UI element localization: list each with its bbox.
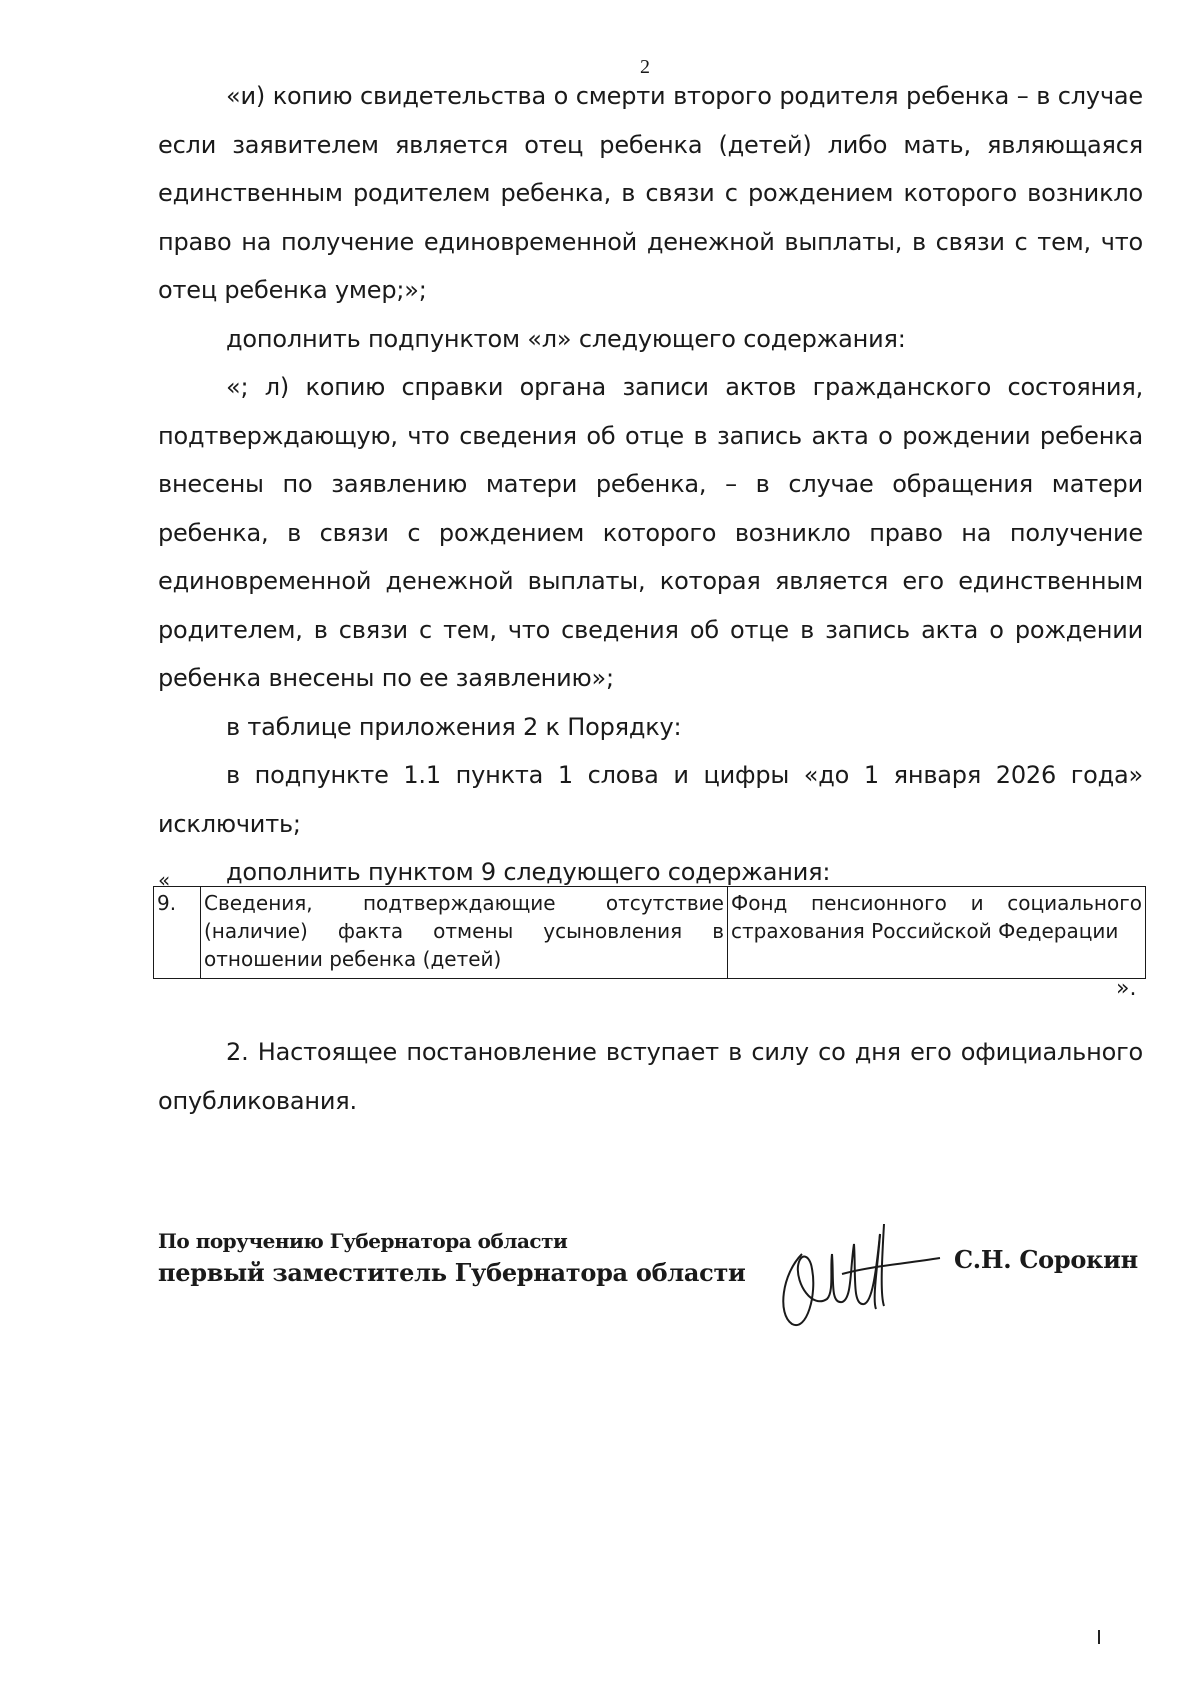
table-cell-description: Сведения, подтверждающие отсутствие (наличие) факта отмены усыновления в отношении ребенка (детей): [201, 887, 728, 979]
table-cell-organization: Фонд пенсионного и социального страхования Российской Федерации: [728, 887, 1146, 979]
handwritten-signature: [772, 1214, 942, 1334]
paragraph: 2. Настоящее постановление вступает в силу со дня его официального опубликования.: [158, 1038, 1143, 1115]
signatory-line-1: По поручению Губернатора области: [158, 1229, 568, 1253]
page-number: 2: [640, 56, 650, 78]
signatory-line-2: первый заместитель Губернатора области: [158, 1258, 746, 1287]
paragraph: «и) копию свидетельства о смерти второго родителя ребенка – в случае если заявителем является отец ребенка (детей) либо мать, являющаяся единственным родителем ребенка, в связи с рождением которого возникло право на получение единовременной денежной выплаты, в связи с тем, что отец ребенка умер;»;: [158, 82, 1143, 304]
scan-mark: [1098, 1630, 1100, 1644]
quote-close-mark: ».: [1116, 976, 1137, 1001]
signatory-title: [158, 1226, 746, 1290]
paragraph: в подпункте 1.1 пункта 1 слова и цифры «до 1 января 2026 года» исключить;: [158, 761, 1143, 838]
paragraph: дополнить подпунктом «л» следующего содержания:: [226, 324, 906, 353]
body-text-bottom: [158, 1028, 1143, 1125]
paragraph: в таблице приложения 2 к Порядку:: [226, 712, 682, 741]
quote-open-mark: «: [158, 868, 171, 892]
inserted-table: [153, 886, 1146, 979]
body-text-top: [158, 72, 1143, 897]
table-row: [154, 887, 1146, 979]
signatory-name: С.Н. Сорокин: [954, 1245, 1138, 1274]
paragraph: «; л) копию справки органа записи актов гражданского состояния, подтверждающую, что сведения об отце в запись акта о рождении ребенка внесены по заявлению матери ребенка, – в случае обращения матери ребенка, в связи с рождением которого возникло право на получение единовременной денежной выплаты, которая является его единственным родителем, в связи с тем, что сведения об отце в запись акта о рождении ребенка внесены по ее заявлению»;: [158, 373, 1143, 692]
table-cell-number: 9.: [154, 887, 201, 979]
paragraph: дополнить пунктом 9 следующего содержания:: [226, 858, 831, 886]
